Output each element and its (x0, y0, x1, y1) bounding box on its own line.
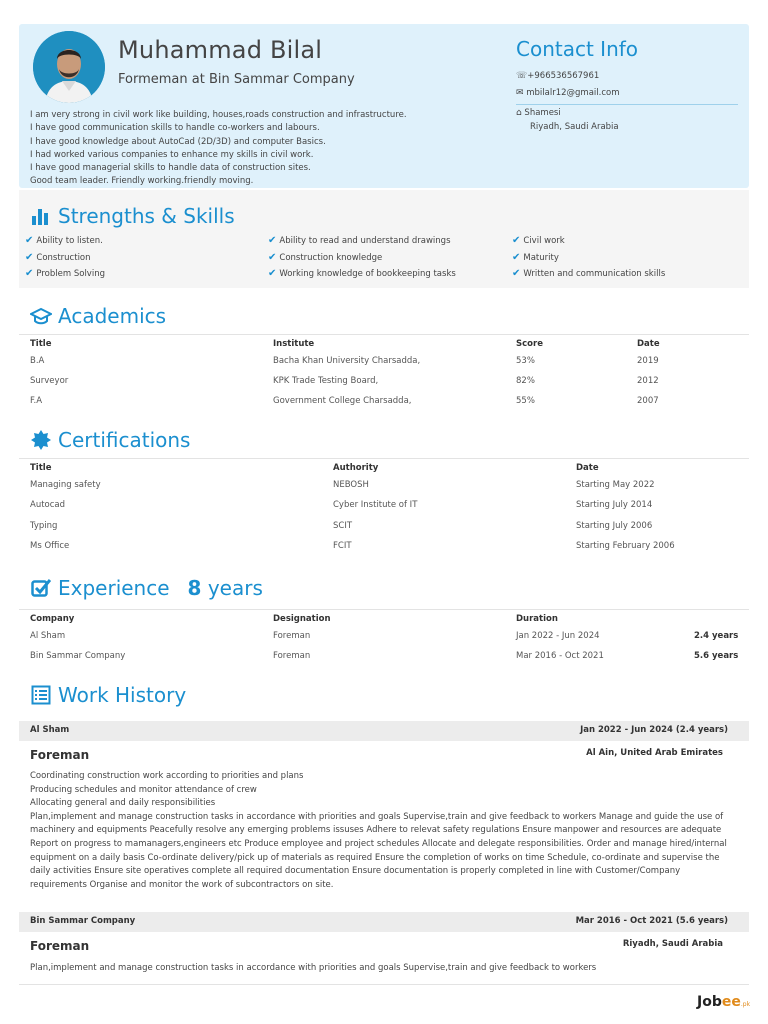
job-description (30, 962, 735, 976)
checkmark-icon: ✔ (25, 268, 34, 279)
cert-cell: Starting July 2006 (576, 521, 653, 531)
academics-cell: 53% (516, 356, 535, 366)
job-description (30, 770, 735, 892)
cert-cell: Autocad (30, 500, 66, 510)
cert-cell: Starting May 2022 (576, 480, 655, 490)
academics-cell: Surveyor (30, 376, 69, 386)
job-location: Riyadh, Saudi Arabia (622, 939, 723, 949)
exp-cell: Jan 2022 - Jun 2024 (516, 631, 600, 641)
job-description-line: Coordinating construction work according to priorities and plans (30, 771, 304, 781)
cert-cell: NEBOSH (333, 480, 369, 490)
exp-header-company: Company (30, 614, 75, 624)
checkmark-icon: ✔ (268, 268, 277, 279)
academics-header-date: Date (637, 339, 660, 349)
work-history-title-text: Work History (58, 683, 187, 707)
summary-line: I have good managerial skills to handle data of construction sites. (30, 163, 311, 174)
academics-cell: B.A (30, 356, 45, 366)
academics-header-title: Title (30, 339, 52, 349)
job-title: Foreman (30, 748, 90, 762)
skill-item: ✔ Problem Solving (25, 268, 105, 279)
academics-header-institute: Institute (273, 339, 315, 349)
contact-phone-row (516, 71, 599, 81)
contact-divider (516, 104, 738, 105)
job-header-bar (19, 912, 749, 932)
academics-title-text: Academics (58, 304, 167, 328)
certificate-badge-icon (30, 429, 52, 451)
checkmark-icon: ✔ (268, 252, 277, 263)
exp-cell: Al Sham (30, 631, 66, 641)
checkmark-icon: ✔ (512, 268, 521, 279)
bar-chart-icon (30, 205, 52, 227)
experience-years-number: 8 (187, 576, 202, 600)
checkmark-icon: ✔ (512, 252, 521, 263)
academics-cell: KPK Trade Testing Board, (273, 376, 379, 386)
skills-section-title (30, 204, 235, 228)
skill-item: ✔ Maturity (512, 252, 559, 263)
skill-item: ✔ Construction (25, 252, 91, 263)
job-period: Jan 2022 - Jun 2024 (2.4 years) (580, 725, 728, 735)
certifications-title-text: Certifications (58, 428, 191, 452)
list-document-icon (30, 684, 52, 706)
logo-text-suffix: .pk (740, 1001, 751, 1008)
job-header-bar (19, 721, 749, 741)
contact-email-row (516, 88, 620, 98)
skill-item: ✔ Ability to read and understand drawings (268, 235, 451, 246)
job-company: Al Sham (30, 725, 70, 735)
job-description-line: Producing schedules and monitor attendance of crew (30, 784, 257, 795)
exp-header-designation: Designation (273, 614, 331, 624)
summary-line: I have good knowledge about AutoCad (2D/3D) and computer Basics. (30, 136, 326, 147)
envelope-icon: ✉ (516, 88, 524, 98)
cert-cell: Starting July 2014 (576, 500, 653, 510)
job-description-line: Plan,implement and manage construction tasks in accordance with priorities and goals Supervise,train and give feedback to workers Manage and guide the use of machinery and equipments Peacefully resolve any emerging problems issuses Adhere to relevat safety regulations Ensure manpower and resources are adequate Report on progress to mamanagers,engineers etc Produce employee and project schedules Allocate and delegate responsibilities. Order and manage hired/internal equipment on a daily basis Co-ordinate delivery/pick up of materials as required Ensure the completion of works on time Schedule, co-ordinate and supervise the daily activities Ensure site operatives complete all required documentation Ensure documentation is properly completed in line with Customer/Company requirements Organise and monitor the work of subcontractors on site. (30, 811, 727, 890)
experience-section-title (30, 576, 263, 600)
certifications-section-title (30, 428, 190, 452)
experience-years-label: years (207, 576, 263, 600)
cert-cell: Cyber Institute of IT (333, 500, 418, 510)
person-silhouette-icon (33, 31, 105, 103)
resume-header (19, 24, 749, 188)
profile-summary (30, 109, 500, 189)
cert-cell: FCIT (333, 541, 352, 551)
divider (19, 334, 749, 335)
job-description-line: Allocating general and daily responsibilities (30, 798, 216, 809)
academics-section-title (30, 304, 166, 328)
academics-cell: 55% (516, 396, 535, 406)
experience-title-text: Experience (58, 576, 170, 600)
exp-cell: Foreman (273, 651, 311, 661)
checkmark-icon: ✔ (268, 235, 277, 246)
jobee-logo (697, 994, 750, 1010)
academics-cell: 2012 (637, 376, 659, 386)
candidate-position: Formeman at Bin Sammar Company (118, 72, 355, 87)
academics-cell: Bacha Khan University Charsadda, (273, 356, 421, 366)
checkmark-icon: ✔ (25, 235, 34, 246)
checkmark-icon: ✔ (512, 235, 521, 246)
contact-address-line2: Riyadh, Saudi Arabia (530, 122, 619, 132)
logo-text-main: Job (697, 994, 722, 1010)
academics-cell: Government College Charsadda, (273, 396, 412, 406)
job-description-line: Plan,implement and manage construction tasks in accordance with priorities and goals Supervise,train and give feedback to workers (30, 963, 597, 973)
job-company: Bin Sammar Company (30, 916, 136, 926)
skill-item: ✔ Ability to listen. (25, 235, 103, 246)
cert-cell: SCIT (333, 521, 353, 531)
academics-cell: 2007 (637, 396, 659, 406)
exp-header-duration: Duration (516, 614, 558, 624)
cert-cell: Ms Office (30, 541, 70, 551)
academics-cell: F.A (30, 396, 43, 406)
exp-cell: Bin Sammar Company (30, 651, 126, 661)
summary-line: Good team leader. Friendly working.friendly moving. (30, 176, 254, 187)
cert-cell: Starting February 2006 (576, 541, 675, 551)
summary-line: I have good communication skills to handle co-workers and labours. (30, 123, 320, 134)
cert-header-title: Title (30, 463, 52, 473)
divider (19, 984, 749, 985)
contact-address-row (516, 108, 561, 118)
phone-icon: ☏ (516, 71, 528, 81)
summary-line: I am very strong in civil work like building, houses,roads construction and infrastructure. (30, 110, 407, 120)
cert-header-authority: Authority (333, 463, 379, 473)
checkmark-icon: ✔ (25, 252, 34, 263)
logo-text-accent: ee (721, 994, 741, 1010)
profile-photo-avatar (33, 31, 105, 103)
cert-cell: Managing safety (30, 480, 101, 490)
job-period: Mar 2016 - Oct 2021 (5.6 years) (575, 916, 728, 926)
checkbox-icon (30, 577, 52, 599)
skills-title-text: Strengths & Skills (58, 204, 235, 228)
skill-item: ✔ Working knowledge of bookkeeping tasks (268, 268, 456, 279)
contact-phone: +966536567961 (527, 71, 600, 81)
exp-cell-years: 5.6 years (694, 651, 739, 661)
home-icon: ⌂ (516, 108, 522, 118)
skill-item: ✔ Written and communication skills (512, 268, 666, 279)
academics-header-score: Score (516, 339, 543, 349)
job-location: Al Ain, United Arab Emirates (586, 748, 723, 758)
cert-cell: Typing (30, 521, 58, 531)
cert-header-date: Date (576, 463, 599, 473)
exp-cell-years: 2.4 years (694, 631, 739, 641)
candidate-name: Muhammad Bilal (118, 36, 323, 64)
experience-total (188, 576, 263, 600)
work-history-section-title (30, 683, 186, 707)
skill-item: ✔ Civil work (512, 235, 565, 246)
academics-cell: 82% (516, 376, 535, 386)
academics-cell: 2019 (637, 356, 659, 366)
skill-item: ✔ Construction knowledge (268, 252, 383, 263)
job-title: Foreman (30, 939, 90, 953)
contact-email[interactable]: mbilalr12@gmail.com (526, 88, 620, 98)
graduation-cap-icon (30, 305, 52, 327)
exp-cell: Foreman (273, 631, 311, 641)
exp-cell: Mar 2016 - Oct 2021 (516, 651, 604, 661)
contact-info-title: Contact Info (516, 37, 639, 61)
contact-address-line1: Shamesi (524, 108, 561, 118)
divider (19, 609, 749, 610)
summary-line: I had worked various companies to enhance my skills in civil work. (30, 149, 314, 160)
divider (19, 458, 749, 459)
